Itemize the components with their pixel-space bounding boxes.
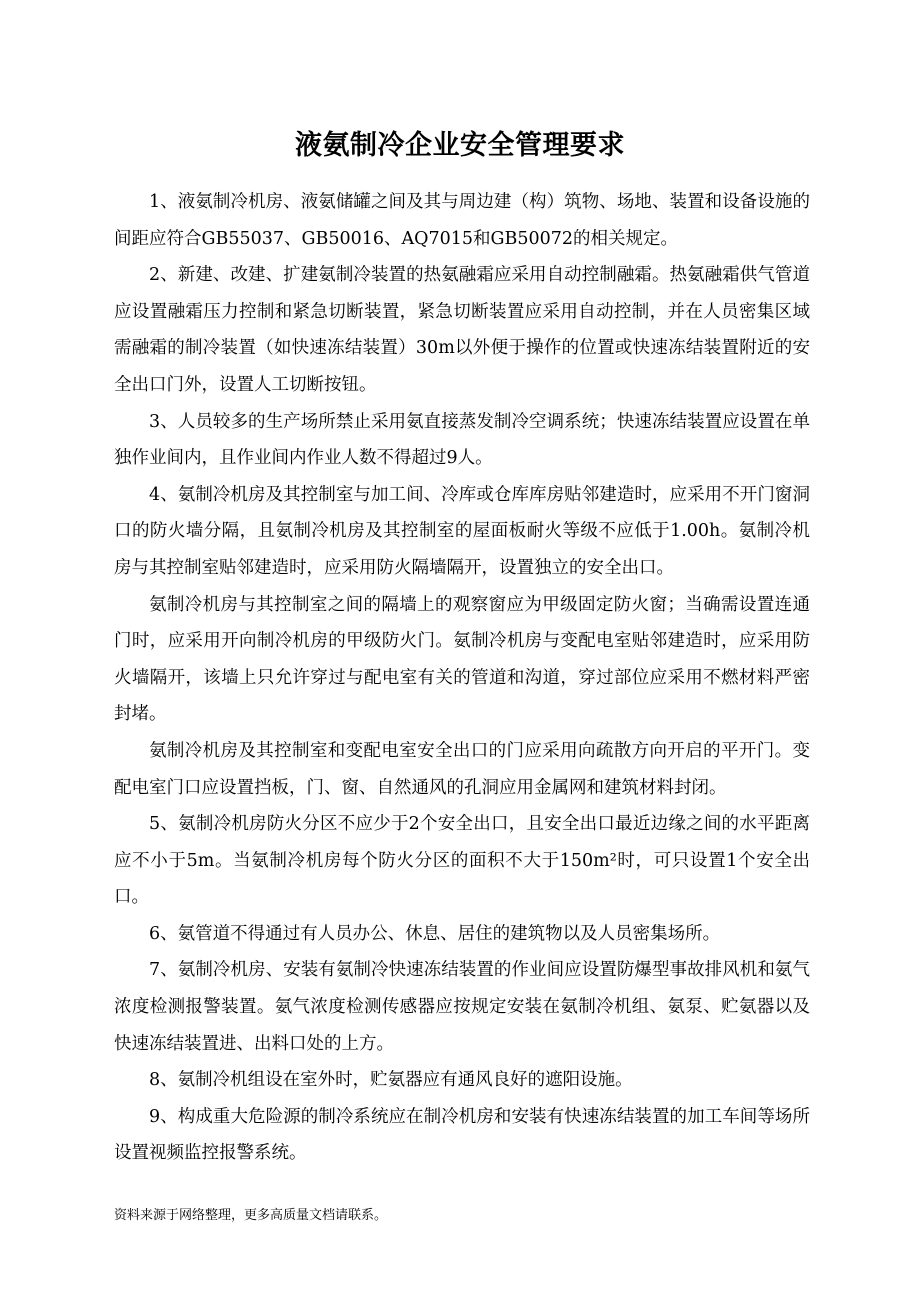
paragraph-6: 6、氨管道不得通过有人员办公、休息、居住的建筑物以及人员密集场所。 [149, 923, 721, 944]
paragraph-4-continued-a: 氨制冷机房与其控制室之间的隔墙上的观察窗应为甲级固定防火窗；当确需设置连通门时，应采用开向制冷机房的甲级防火门。氨制冷机房与变配电室贴邻建造时，应采用防火墙隔开，该墙上只允许穿过与配电室有关的管道和沟道，穿过部位应采用不燃材料严密封堵。 [114, 594, 810, 725]
document-body [114, 184, 810, 1172]
document-title: 液氨制冷企业安全管理要求 [295, 130, 625, 161]
paragraph-2: 2、新建、改建、扩建氨制冷装置的热氨融霜应采用自动控制融霜。热氨融霜供气管道应设置融霜压力控制和紧急切断装置，紧急切断装置应采用自动控制，并在人员密集区域需融霜的制冷装置（如快速冻结装置）30m以外便于操作的位置或快速冻结装置附近的安全出口门外，设置人工切断按钮。 [114, 265, 810, 395]
paragraph-4-continued-b: 氨制冷机房及其控制室和变配电室安全出口的门应采用向疏散方向开启的平开门。变配电室门口应设置挡板，门、窗、自然通风的孔洞应用金属网和建筑材料封闭。 [114, 740, 810, 798]
source-footer-note: 资料来源于网络整理，更多高质量文档请联系。 [114, 1208, 388, 1223]
paragraph-9: 9、构成重大危险源的制冷系统应在制冷机房和安装有快速冻结装置的加工车间等场所设置视频监控报警系统。 [114, 1106, 810, 1164]
paragraph-8: 8、氨制冷机组设在室外时，贮氨器应有通风良好的遮阳设施。 [149, 1070, 633, 1091]
paragraph-1: 1、液氨制冷机房、液氨储罐之间及其与周边建（构）筑物、场地、装置和设备设施的间距应符合GB55037、GB50016、AQ7015和GB50072的相关规定。 [114, 192, 810, 249]
paragraph-4: 4、氨制冷机房及其控制室与加工间、冷库或仓库库房贴邻建造时，应采用不开门窗洞口的防火墙分隔，且氨制冷机房及其控制室的屋面板耐火等级不应低于1.00h。氨制冷机房与其控制室贴邻建造时，应采用防火隔墙隔开，设置独立的安全出口。 [114, 484, 810, 578]
paragraph-5: 5、氨制冷机房防火分区不应少于2个安全出口，且安全出口最近边缘之间的水平距离应不小于5m。当氨制冷机房每个防火分区的面积不大于150m²时，可只设置1个安全出口。 [114, 814, 810, 908]
paragraph-3: 3、人员较多的生产场所禁止采用氨直接蒸发制冷空调系统；快速冻结装置应设置在单独作业间内，且作业间内作业人数不得超过9人。 [114, 411, 810, 469]
paragraph-7: 7、氨制冷机房、安装有氨制冷快速冻结装置的作业间应设置防爆型事故排风机和氨气浓度检测报警装置。氨气浓度检测传感器应按规定安装在氨制冷机组、氨泵、贮氨器以及快速冻结装置进、出料口处的上方。 [114, 960, 810, 1054]
